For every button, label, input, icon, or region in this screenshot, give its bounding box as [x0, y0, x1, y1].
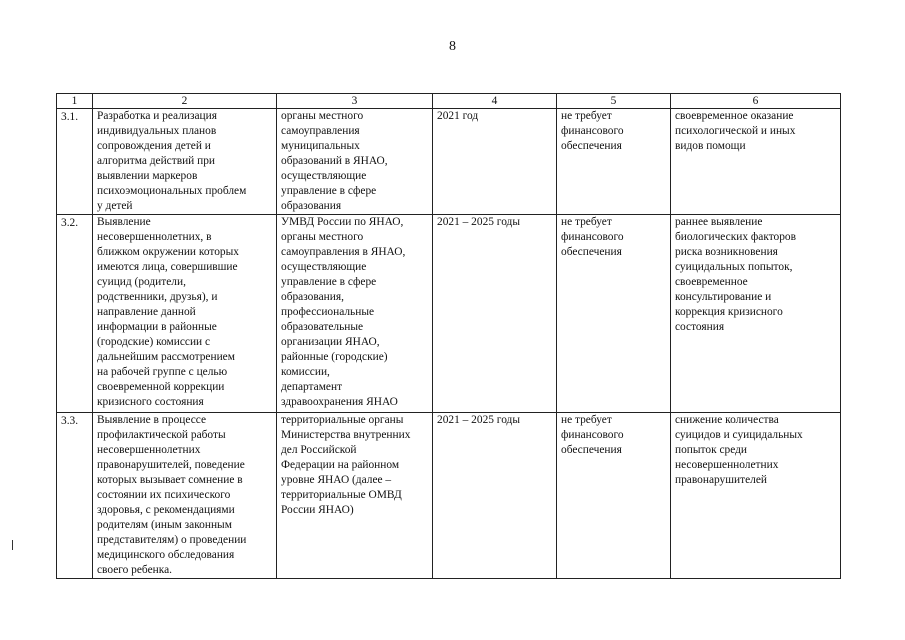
period-cell — [433, 109, 557, 215]
period-text: 2021 – 2025 годы — [437, 216, 521, 228]
column-header: 1 — [57, 94, 93, 109]
measure-cell — [93, 215, 277, 413]
measure-text: Выявление несовершеннолетних, в ближком окружении которых имеются лица, совершившие суицид (родители, родственники, друзья), и направление данной информации в районные (городские) комиссии с дальнейшим рассмотрением на рабочей группе с целью своевременной коррекции кризисного состояния — [97, 216, 239, 408]
row-number-text: 3.2. — [61, 217, 79, 229]
executors-cell — [277, 215, 433, 413]
executors-text: УМВД России по ЯНАО, органы местного самоуправления в ЯНАО, осуществляющие управление в сфере образования, профессиональные образовательные организации ЯНАО, районные (городские) комиссии, департамент здравоохранения ЯНАО — [281, 216, 406, 408]
funding-cell — [557, 413, 671, 579]
table-row — [57, 413, 841, 579]
executors-text: органы местного самоуправления муниципальных образований в ЯНАО, осуществляющие управление в сфере образования — [281, 110, 388, 212]
period-text: 2021 – 2025 годы — [437, 414, 521, 426]
funding-text: не требует финансового обеспечения — [561, 414, 624, 456]
executors-cell — [277, 413, 433, 579]
measure-cell — [93, 413, 277, 579]
period-text: 2021 год — [437, 110, 479, 122]
row-number-text: 3.3. — [61, 415, 79, 427]
column-header: 2 — [93, 94, 277, 109]
column-header: 3 — [277, 94, 433, 109]
column-header: 6 — [671, 94, 841, 109]
table-row — [57, 109, 841, 215]
measure-text: Выявление в процессе профилактической работы несовершеннолетних правонарушителей, поведение которых вызывает сомнение в состоянии их психического здоровья, с рекомендациями родителям (иным законным представителям) о проведении медицинского обследования своего ребенка. — [97, 414, 247, 576]
measure-cell — [93, 109, 277, 215]
executors-text: территориальные органы Министерства внутренних дел Российской Федерации на районном уровне ЯНАО (далее – территориальные ОМВД России ЯНАО) — [281, 414, 411, 516]
result-cell — [671, 109, 841, 215]
result-text: своевременное оказание психологической и иных видов помощи — [675, 110, 796, 152]
funding-cell — [557, 109, 671, 215]
page-number: 8 — [449, 39, 456, 54]
row-number — [57, 413, 93, 579]
executors-cell — [277, 109, 433, 215]
row-number-text: 3.1. — [61, 111, 79, 123]
period-cell — [433, 215, 557, 413]
result-cell — [671, 215, 841, 413]
measure-text: Разработка и реализация индивидуальных планов сопровождения детей и алгоритма действий при выявлении маркеров психоэмоциональных проблем у детей — [97, 110, 247, 212]
table-header-row — [57, 94, 841, 109]
row-number — [57, 215, 93, 413]
funding-cell — [557, 215, 671, 413]
result-text: снижение количества суицидов и суицидальных попыток среди несовершеннолетних правонарушителей — [675, 414, 803, 486]
period-cell — [433, 413, 557, 579]
result-text: раннее выявление биологических факторов риска возникновения суицидальных попыток, своевременное консультирование и коррекция кризисного состояния — [675, 216, 796, 333]
column-header: 5 — [557, 94, 671, 109]
row-number — [57, 109, 93, 215]
margin-mark — [12, 540, 13, 550]
result-cell — [671, 413, 841, 579]
funding-text: не требует финансового обеспечения — [561, 110, 624, 152]
table-row — [57, 215, 841, 413]
measures-table — [56, 93, 841, 579]
funding-text: не требует финансового обеспечения — [561, 216, 624, 258]
column-header: 4 — [433, 94, 557, 109]
